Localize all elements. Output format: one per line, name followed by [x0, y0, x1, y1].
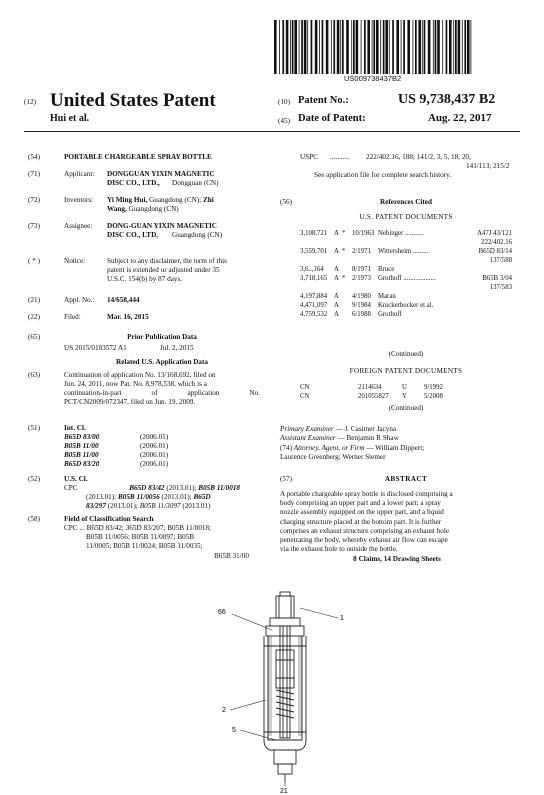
- foreign-kind: U: [402, 384, 407, 391]
- abstract-line: nozzle assembly equipped on the upper part, and a liquid: [280, 508, 444, 517]
- barcode-bar: [342, 20, 344, 74]
- cpc-line-1: [64, 484, 240, 493]
- cpc-class-1: B65D 83/42: [129, 484, 165, 492]
- appl-no: 14/658,444: [107, 296, 140, 304]
- fig-label-5: 5: [232, 727, 236, 734]
- barcode-bar: [286, 20, 289, 74]
- code-63: (63): [28, 371, 40, 379]
- ref-class-2: 222/402.16: [481, 239, 512, 246]
- code-52: (52): [28, 475, 40, 483]
- primary-examiner-name: — J. Casimer Jacyna: [335, 425, 397, 433]
- ref-kind: A: [334, 275, 339, 282]
- uspc-dots: ...........: [330, 153, 350, 161]
- attorney-line-1: [280, 444, 424, 453]
- ref-number: 3,6..,164: [300, 266, 324, 273]
- barcode-bar: [446, 20, 448, 74]
- ref-number: 3,559,701: [300, 248, 328, 255]
- cpc-class-5: B05B 11/3097: [139, 502, 181, 510]
- code-71: (71): [28, 170, 40, 178]
- barcode-bar: [311, 20, 313, 74]
- foreign-country: CN: [300, 384, 310, 391]
- cpc-ver-5: (2013.01): [182, 502, 211, 510]
- application-word: application: [187, 389, 220, 397]
- assignee-name: DONG-GUAN YIXIN MAGNETIC: [107, 222, 217, 230]
- abstract-heading: ABSTRACT: [384, 475, 428, 483]
- no-word: No.: [249, 389, 260, 397]
- abstract-line: penetrating the body, whereby exhaust air flow can escape: [280, 536, 448, 544]
- field-search-heading: Field of Classification Search: [64, 515, 154, 523]
- ref-kind: A: [334, 230, 339, 237]
- applicant-name-2: DISC CO., LTD.,: [107, 179, 160, 187]
- barcode-bar: [299, 20, 300, 74]
- refs-heading: References Cited: [380, 198, 432, 206]
- ref-number: 3,108,721: [300, 230, 328, 237]
- barcode-bar: [467, 20, 470, 74]
- barcode-bar: [455, 20, 457, 74]
- barcode-bar: [337, 20, 340, 74]
- ref-number: 4,759,532: [300, 311, 328, 318]
- ref-star: *: [342, 248, 346, 255]
- us-cl-heading: U.S. Cl.: [64, 475, 88, 483]
- int-cl-class: B65D 83/00: [64, 433, 100, 441]
- ref-class: B65B 3/04: [482, 275, 512, 282]
- barcode-bar: [415, 20, 417, 74]
- int-cl-version: (2006.01): [140, 433, 169, 441]
- barcode-bar: [462, 20, 463, 74]
- barcode-bar: [403, 20, 405, 74]
- code-10: (10): [278, 98, 290, 106]
- us-docs-heading: U.S. PATENT DOCUMENTS: [359, 213, 453, 221]
- code-58: (58): [28, 515, 40, 523]
- ref-number: 3,718,165: [300, 275, 328, 282]
- fig-label-66: 66: [218, 609, 226, 616]
- ref-date: 2/1973: [352, 275, 371, 282]
- barcode-bar: [389, 20, 390, 74]
- code-51: (51): [28, 424, 40, 432]
- attorney-line-2: Laurence Greenberg; Werner Stemer: [280, 453, 386, 461]
- attorney-label: Attorney, Agent, or Firm: [293, 444, 365, 452]
- barcode-bar: [464, 20, 466, 74]
- filed-date: Mar. 16, 2015: [107, 313, 149, 321]
- barcode-bar: [383, 20, 385, 74]
- code-72: (72): [28, 196, 40, 204]
- patent-no-label: Patent No.:: [298, 95, 349, 106]
- inventor-2-place: Guangdong (CN): [128, 205, 179, 213]
- barcode-bar: [282, 20, 284, 74]
- barcode-bar: [433, 20, 434, 74]
- code-56: (56): [280, 198, 292, 206]
- barcode-bar: [424, 20, 426, 74]
- inventor-2-first: Zhi: [202, 196, 214, 204]
- barcode-bar: [353, 20, 355, 74]
- barcode-bar: [449, 20, 452, 74]
- barcode-bar: [333, 20, 335, 74]
- cpc-line-3: [86, 502, 210, 511]
- code-65: (65): [28, 333, 40, 341]
- code-45: (45): [278, 117, 290, 125]
- notice-line-3: U.S.C. 154(b) by 87 days.: [107, 275, 183, 283]
- ref-date: 9/1984: [352, 302, 371, 309]
- notice-line-1: Subject to any disclaimer, the term of this: [107, 257, 227, 265]
- uspc-line-1: 222/402.16, 188; 141/2, 3, 5, 18, 20,: [366, 153, 471, 161]
- int-cl-version: (2006.01): [140, 460, 169, 468]
- ref-class-2: 137/588: [489, 257, 512, 264]
- ref-kind: A: [334, 248, 339, 255]
- uspc-label: USPC: [300, 153, 318, 161]
- date-label: Date of Patent:: [298, 113, 366, 124]
- foreign-number: 2114634: [358, 384, 382, 391]
- attorney-name-1: — William Dippert;: [366, 444, 425, 452]
- cpc-ver-2: (2013.01);: [86, 493, 117, 501]
- ref-kind: A: [334, 293, 339, 300]
- ref-number: 4,471,097: [300, 302, 328, 309]
- assignee-label: Assignee:: [64, 222, 93, 230]
- cpc-ver-1: (2013.01);: [166, 484, 197, 492]
- inventors-label: Inventors:: [64, 196, 94, 204]
- inventor-line-1: [107, 196, 214, 205]
- ref-name: Grothoff ...................: [378, 275, 436, 282]
- barcode-bar: [385, 20, 388, 74]
- continued-1: (Continued): [388, 350, 424, 358]
- continuation-line-2: Jun. 24, 2011, now Pat. No. 8,978,538, which is a: [64, 380, 207, 388]
- barcode-bar: [351, 20, 352, 74]
- ref-star: *: [342, 275, 346, 282]
- related-heading: Related U.S. Application Data: [115, 358, 209, 366]
- cpc-ver-4: (2013.01);: [107, 502, 138, 510]
- assistant-examiner-name: — Benjamin R Shaw: [337, 434, 399, 442]
- ref-star: *: [342, 230, 346, 237]
- ref-date: 8/1971: [352, 266, 371, 273]
- ref-name: Wittersheim .........: [378, 248, 429, 255]
- assistant-examiner: [280, 434, 399, 443]
- ref-class: B65D 83/14: [478, 248, 512, 255]
- barcode-bar: [376, 20, 379, 74]
- applicant-name: DONGGUAN YIXIN MAGNETIC: [107, 170, 215, 178]
- ref-name: Bruce: [378, 266, 395, 273]
- cpc-ver-3: (2013.01);: [161, 493, 192, 501]
- barcode-bar: [418, 20, 421, 74]
- fig-label-2: 2: [222, 707, 226, 714]
- barcode-bar: [373, 20, 375, 74]
- cpc-class-4b: 83/297: [86, 502, 106, 510]
- ref-name: Nebinger ...........: [378, 230, 424, 237]
- ref-kind: A: [334, 311, 339, 318]
- barcode-bar: [319, 20, 320, 74]
- barcode-bar: [292, 20, 294, 74]
- barcode-bar: [380, 20, 381, 74]
- foreign-number: 201055827: [358, 393, 389, 400]
- inventor-2-last: Wang,: [107, 205, 127, 213]
- filed-label: Filed:: [64, 313, 81, 321]
- int-cl-class: B05B 11/00: [64, 451, 99, 459]
- ref-kind: A: [334, 302, 339, 309]
- code-54: (54): [28, 153, 40, 161]
- field-search-line-2: B05B 11/0056; B05B 11/0097; B05B: [86, 533, 195, 541]
- continuation-line-1: Continuation of application No. 13/168,692, filed on: [64, 371, 216, 379]
- barcode-bar: [340, 20, 341, 74]
- foreign-date: 9/1992: [424, 384, 443, 391]
- barcode-bar: [307, 20, 308, 74]
- patent-date: Aug. 22, 2017: [428, 112, 492, 124]
- ref-number: 4,197,884: [300, 293, 328, 300]
- barcode-bar: [401, 20, 402, 74]
- prior-pub-number: US 2015/0183572 A1: [64, 344, 127, 352]
- barcode-bar: [361, 20, 362, 74]
- prior-pub-heading: Prior Publication Data: [127, 333, 197, 341]
- applicant-label: Applicant:: [64, 170, 95, 178]
- uspc-search-history: See application file for complete search history.: [314, 171, 452, 179]
- invention-title: PORTABLE CHARGEABLE SPRAY BOTTLE: [64, 153, 212, 161]
- int-cl-class: B65D 83/20: [64, 460, 100, 468]
- continuation-line-4: PCT/CN2009/072347, filed on Jun. 19, 2009.: [64, 398, 196, 406]
- code-73: (73): [28, 222, 40, 230]
- barcode-bar: [315, 20, 318, 74]
- cpc-class-4a: B65D: [193, 493, 211, 501]
- ref-date: 10/1963: [352, 230, 375, 237]
- barcode-bar: [392, 20, 394, 74]
- cpc-line-2: [86, 493, 211, 502]
- cip-word: continuation-in-part: [64, 389, 122, 397]
- primary-examiner: [280, 425, 396, 434]
- barcode-bar: [442, 20, 443, 74]
- barcode-bar: [279, 20, 280, 74]
- header-rule: [24, 131, 520, 132]
- barcode-bar: [471, 20, 472, 74]
- barcode-bar: [435, 20, 437, 74]
- barcode-bar: [407, 20, 410, 74]
- ref-date: 6/1988: [352, 311, 371, 318]
- barcode-bar: [453, 20, 454, 74]
- ref-name: Knickerbocker et al.: [378, 302, 434, 309]
- field-search-line-4: B65B 31/00: [214, 552, 249, 560]
- code-57: (57): [280, 475, 292, 483]
- barcode-bar: [301, 20, 303, 74]
- ref-class: A47J 43/121: [477, 230, 512, 237]
- patent-title: United States Patent: [50, 90, 216, 111]
- field-search-line-3: 11/0005; B05B 11/0024; B05B 11/0035;: [86, 542, 203, 550]
- barcode-bar: [356, 20, 359, 74]
- barcode-bar: [367, 20, 370, 74]
- barcode-bar: [331, 20, 332, 74]
- code-22: (22): [28, 313, 40, 321]
- patent-number: US 9,738,437 B2: [398, 92, 496, 107]
- barcode-bar: [458, 20, 461, 74]
- abstract-line: comprises an exhaust structure comprising an exhaust hole: [280, 526, 450, 535]
- assignee-name-2: DISC CO., LTD,: [107, 231, 159, 239]
- continued-2: (Continued): [388, 404, 424, 412]
- barcode-bar: [294, 20, 297, 74]
- assistant-examiner-label: Assistant Examiner: [280, 434, 336, 442]
- foreign-docs-heading: FOREIGN PATENT DOCUMENTS: [349, 367, 463, 375]
- assignee-place: Guangdong (CN): [172, 231, 223, 239]
- of-word: of: [151, 389, 158, 397]
- int-cl-version: (2006.01): [140, 442, 169, 450]
- abstract-line: body comprising an upper part and a lower part; a spray: [280, 499, 441, 508]
- int-cl-heading: Int. Cl.: [64, 424, 86, 432]
- barcode-bar: [413, 20, 414, 74]
- ref-name: Grothoff: [378, 311, 402, 318]
- barcode-bar: [274, 20, 277, 74]
- fig-label-1: 1: [340, 615, 344, 622]
- ref-class-2: 137/583: [489, 284, 512, 291]
- barcode-number: US009738437B2: [344, 74, 402, 83]
- ref-kind: A: [334, 266, 339, 273]
- inventor-line-2: [107, 205, 179, 214]
- cpc-class-2: B05B 11/0018: [198, 484, 241, 492]
- abstract-line: charging structure placed at the bottom part. It is further: [280, 517, 442, 526]
- ref-date: 2/1971: [352, 248, 371, 255]
- appl-no-label: Appl. No.:: [64, 296, 95, 304]
- applicant-place: Dongguan (CN): [172, 179, 219, 187]
- barcode-bar: [346, 20, 349, 74]
- barcode-bar: [304, 20, 307, 74]
- cpc-class-3: B05B 11/0056: [117, 493, 160, 501]
- foreign-date: 5/2008: [424, 393, 443, 400]
- barcode-bar: [428, 20, 431, 74]
- prior-pub-date: Jul. 2, 2015: [160, 344, 194, 352]
- notice-label: Notice:: [64, 257, 86, 265]
- claims-summary: 8 Claims, 14 Drawing Sheets: [353, 555, 441, 563]
- inventor-1: Yi Ming Hui,: [107, 196, 148, 204]
- barcode-bar: [290, 20, 291, 74]
- abstract-line: A portable chargeable spray bottle is disclosed comprising a: [280, 490, 453, 498]
- code-notice: ( * ): [28, 257, 40, 265]
- primary-examiner-label: Primary Examiner: [280, 425, 334, 433]
- barcode-bar: [322, 20, 324, 74]
- ref-name: Maran: [378, 293, 396, 300]
- uspc-line-2: 141/113; 215/2: [466, 162, 510, 170]
- fig-label-21: 21: [280, 788, 288, 795]
- ref-date: 4/1980: [352, 293, 371, 300]
- abstract-line: via the exhaust hole to outside the bottle.: [280, 545, 398, 554]
- continuation-line-3: [64, 389, 260, 398]
- foreign-country: CN: [300, 393, 310, 400]
- code-74: (74): [280, 444, 292, 452]
- barcode-bar: [372, 20, 373, 74]
- inventor-1-place: Guangdong (CN);: [149, 196, 202, 204]
- code-21: (21): [28, 296, 40, 304]
- foreign-kind: Y: [402, 393, 407, 400]
- barcode-bar: [396, 20, 399, 74]
- barcode-bar: [422, 20, 423, 74]
- inventor-short: Hui et al.: [50, 113, 90, 124]
- field-search-line-1: CPC ... B65D 83/42; 365D 83/207; B05B 11/0018;: [64, 524, 212, 532]
- int-cl-class: B05B 11/00: [64, 442, 99, 450]
- spray-bottle-drawing: [180, 590, 380, 795]
- int-cl-version: (2006.01): [140, 451, 169, 459]
- barcode: [274, 20, 474, 74]
- cpc-label: CPC: [64, 484, 78, 492]
- barcode-bar: [437, 20, 440, 74]
- barcode-bar: [326, 20, 329, 74]
- notice-line-2: patent is extended or adjusted under 35: [107, 266, 220, 274]
- code-12: (12): [24, 98, 36, 106]
- barcode-bar: [364, 20, 366, 74]
